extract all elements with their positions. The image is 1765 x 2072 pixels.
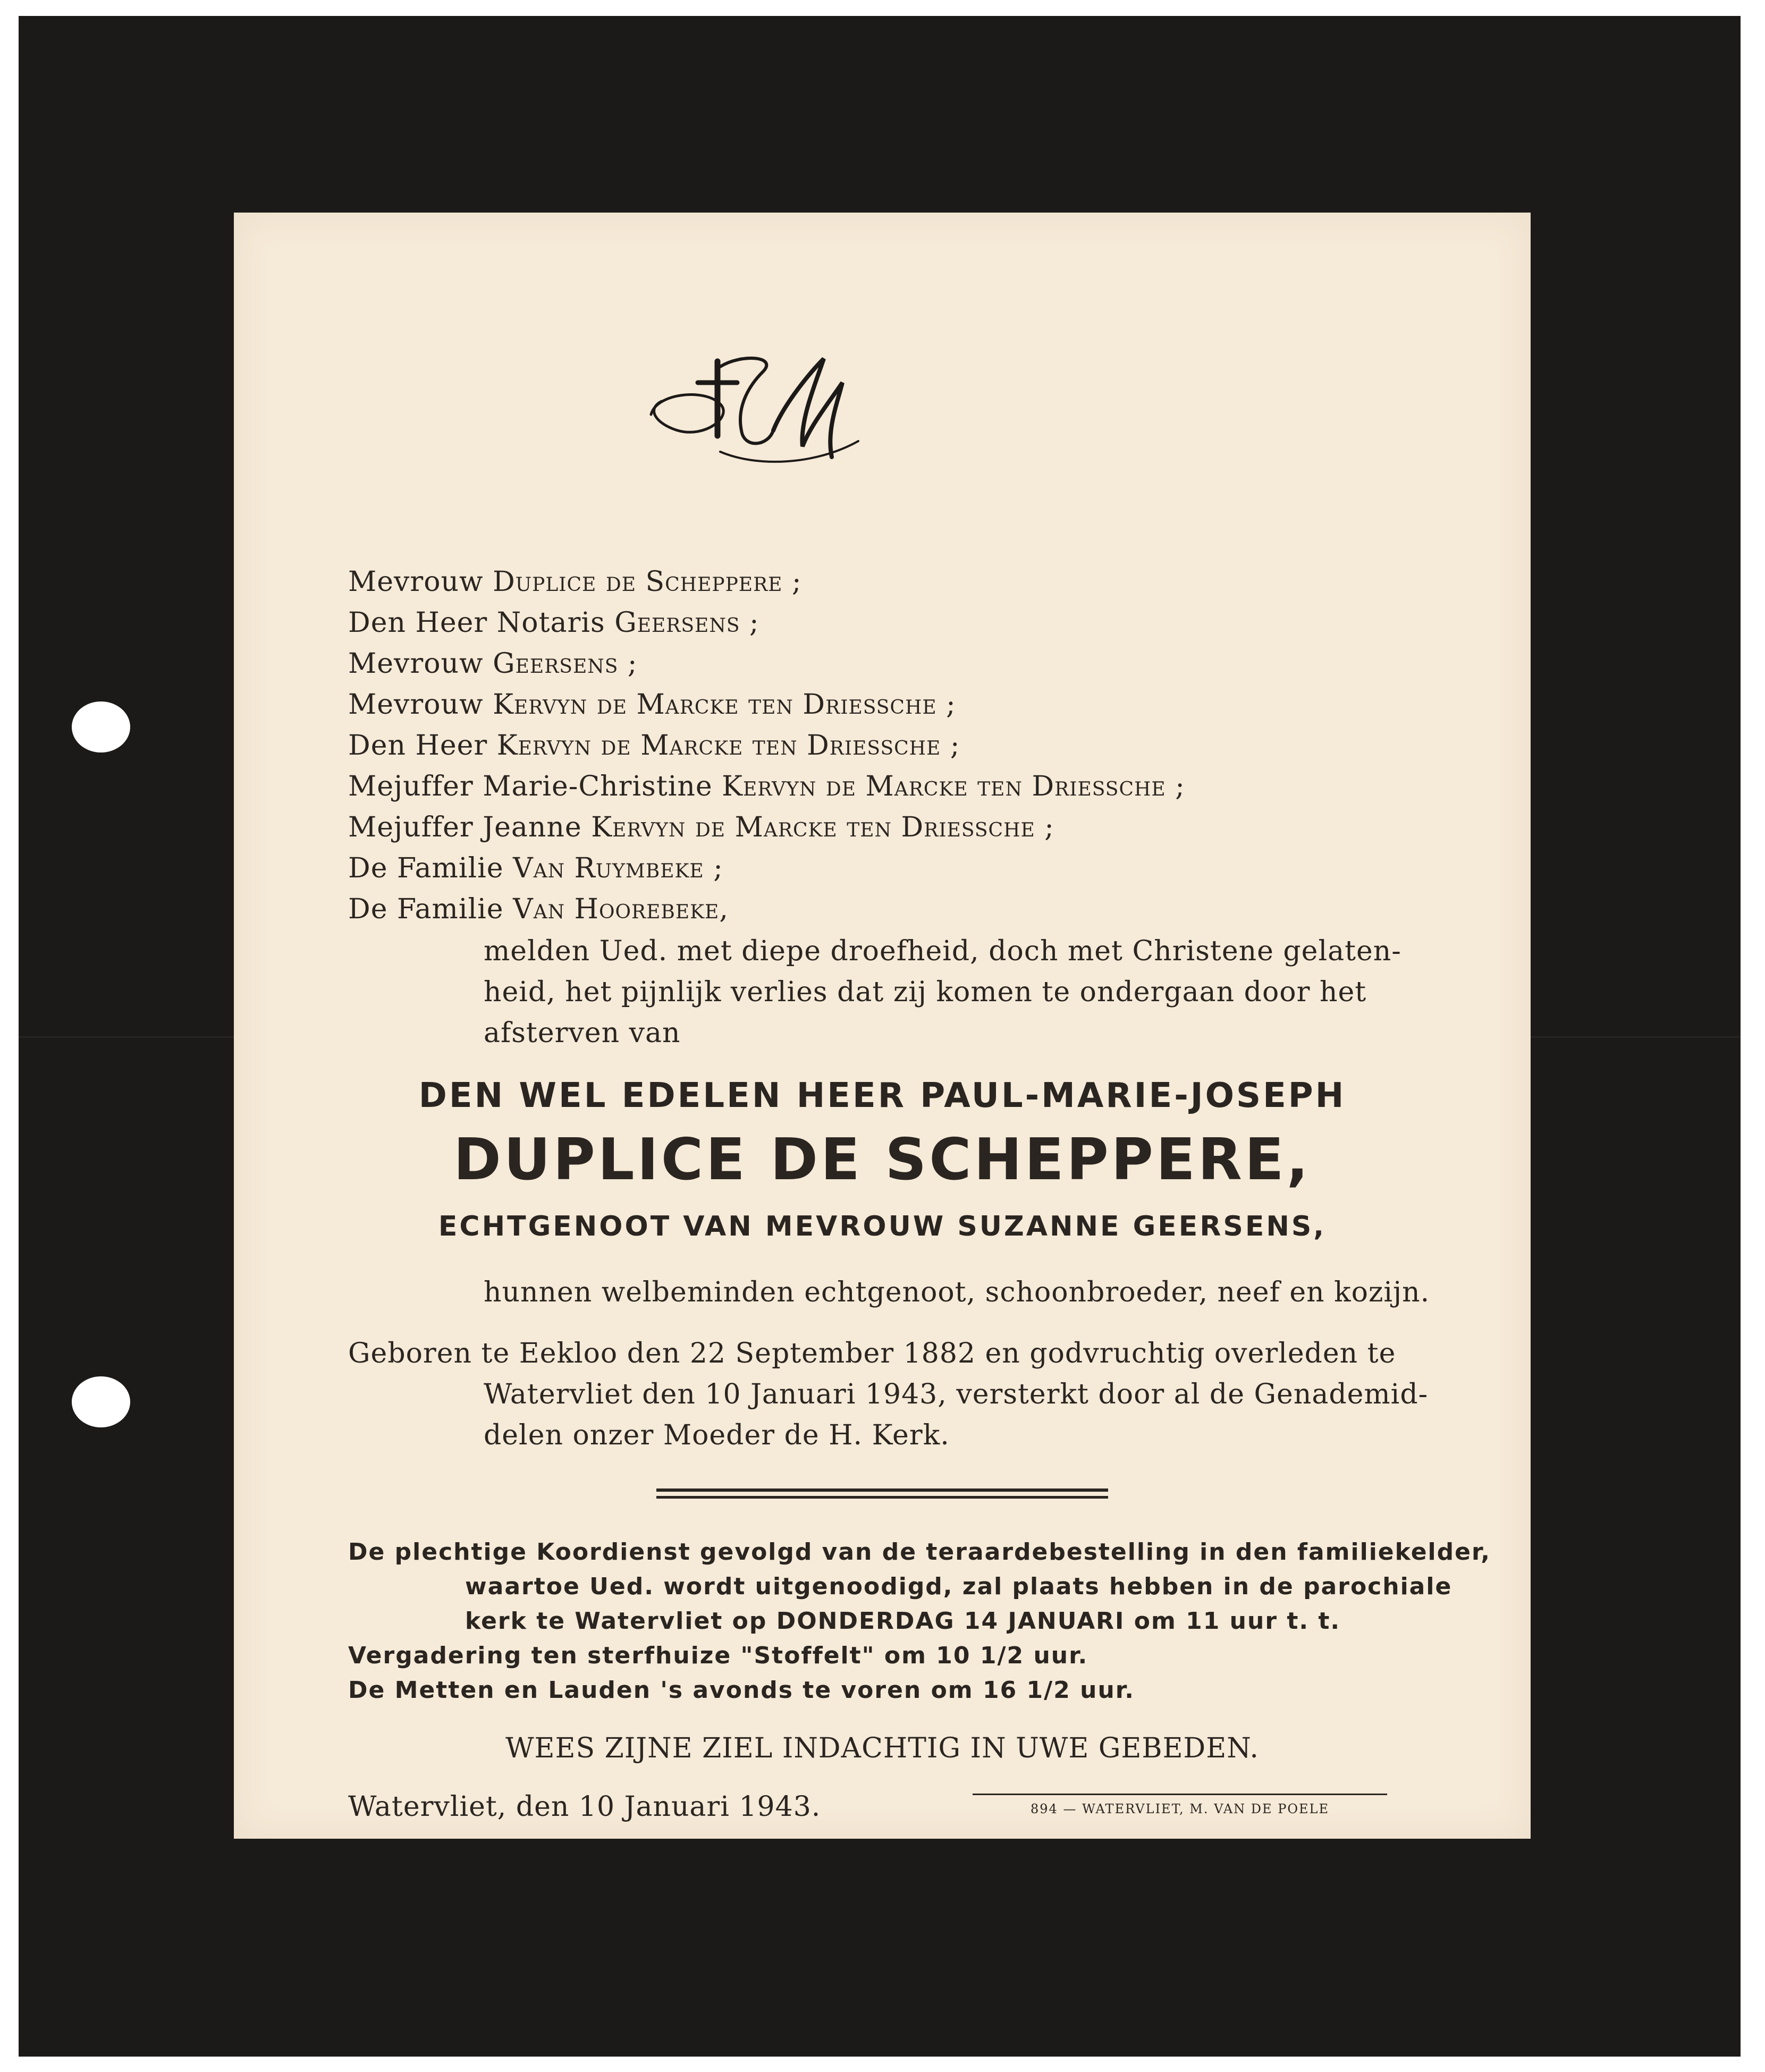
birth-death-line: delen onzer Moeder de H. Kerk.: [484, 1419, 950, 1451]
recipient-name: Kervyn de Marcke ten Driessche: [591, 811, 1035, 843]
punch-hole: [72, 1376, 130, 1427]
recipient-line: [348, 689, 956, 721]
recipient-punctuation: ;: [941, 730, 960, 762]
deceased-spouse: ECHTGENOOT VAN MEVROUW SUZANNE GEERSENS,: [438, 1211, 1327, 1242]
recipient-name: Kervyn de Marcke ten Driessche: [496, 730, 941, 762]
recipient-name: Kervyn de Marcke ten Driessche: [493, 689, 937, 721]
recipient-name: Kervyn de Marcke ten Driessche: [722, 771, 1166, 802]
recipient-prefix: Mevrouw: [348, 648, 484, 680]
recipient-prefix: De Familie: [348, 852, 504, 884]
cross-monogram-icon: [640, 351, 874, 478]
death-notice-card: [234, 213, 1531, 1839]
recipient-name: Duplice de Scheppere: [493, 566, 783, 598]
service-line: De Metten en Lauden 's avonds te voren om 16 1/2 uur.: [348, 1677, 1135, 1704]
recipient-line: [348, 607, 759, 639]
recipient-line: [348, 893, 729, 925]
printer-imprint: 894 — WATERVLIET, M. VAN DE POELE: [1031, 1802, 1329, 1816]
recipient-punctuation: ;: [936, 689, 956, 721]
recipient-prefix: Mejuffer Jeanne: [348, 811, 582, 843]
service-line: kerk te Watervliet op DONDERDAG 14 JANUARI om 11 uur t. t.: [465, 1608, 1341, 1635]
recipient-line: [348, 730, 960, 762]
recipient-punctuation: ;: [740, 607, 759, 639]
recipient-line: [348, 771, 1185, 802]
recipient-name: Van Hoorebeke: [513, 893, 720, 925]
recipient-punctuation: ;: [704, 852, 723, 884]
recipient-line: [348, 811, 1054, 843]
birth-death-line: Watervliet den 10 Januari 1943, versterkt door al de Genademid-: [484, 1378, 1429, 1410]
printer-rule: [973, 1794, 1387, 1795]
double-rule-top: [656, 1489, 1108, 1492]
black-mourning-border: [19, 16, 1741, 2057]
recipient-line: [348, 648, 637, 680]
place-date: Watervliet, den 10 Januari 1943.: [348, 1791, 821, 1823]
recipient-name: Geersens: [493, 648, 619, 680]
announcement-line: heid, het pijnlijk verlies dat zij komen te ondergaan door het: [484, 976, 1367, 1008]
recipient-prefix: Den Heer: [348, 730, 488, 762]
punch-hole: [72, 701, 130, 752]
birth-death-line: Geboren te Eekloo den 22 September 1882 en godvruchtig overleden te: [348, 1338, 1396, 1369]
recipient-prefix: Mevrouw: [348, 566, 484, 598]
double-rule-bottom: [656, 1496, 1108, 1499]
recipient-punctuation: ;: [618, 648, 638, 680]
recipient-line: [348, 852, 723, 884]
service-line: De plechtige Koordienst gevolgd van de teraardebestelling in den familiekelder,: [348, 1538, 1491, 1566]
relation-line: hunnen welbeminden echtgenoot, schoonbroeder, neef en kozijn.: [484, 1276, 1430, 1308]
recipient-punctuation: ;: [1035, 811, 1054, 843]
recipient-prefix: Mejuffer Marie-Christine: [348, 771, 713, 802]
recipient-punctuation: ,: [719, 893, 729, 925]
prayer-line: WEES ZIJNE ZIEL INDACHTIG IN UWE GEBEDEN.: [505, 1732, 1259, 1764]
recipient-prefix: De Familie: [348, 893, 504, 925]
deceased-title-line: DEN WEL EDELEN HEER PAUL-MARIE-JOSEPH: [418, 1076, 1346, 1115]
service-line: waartoe Ued. wordt uitgenoodigd, zal plaats hebben in de parochiale: [465, 1573, 1452, 1600]
recipient-name: Geersens: [614, 607, 740, 639]
deceased-name: DUPLICE DE SCHEPPERE,: [453, 1127, 1311, 1193]
announcement-line: afsterven van: [484, 1017, 681, 1049]
recipient-name: Van Ruymbeke: [513, 852, 704, 884]
recipient-line: [348, 566, 802, 598]
service-line: Vergadering ten sterfhuize "Stoffelt" om 10 1/2 uur.: [348, 1642, 1088, 1669]
recipient-punctuation: ;: [1166, 771, 1185, 802]
recipient-prefix: Mevrouw: [348, 689, 484, 721]
announcement-line: melden Ued. met diepe droefheid, doch met Christene gelaten-: [484, 935, 1401, 967]
recipient-punctuation: ;: [782, 566, 802, 598]
recipient-prefix: Den Heer Notaris: [348, 607, 605, 639]
